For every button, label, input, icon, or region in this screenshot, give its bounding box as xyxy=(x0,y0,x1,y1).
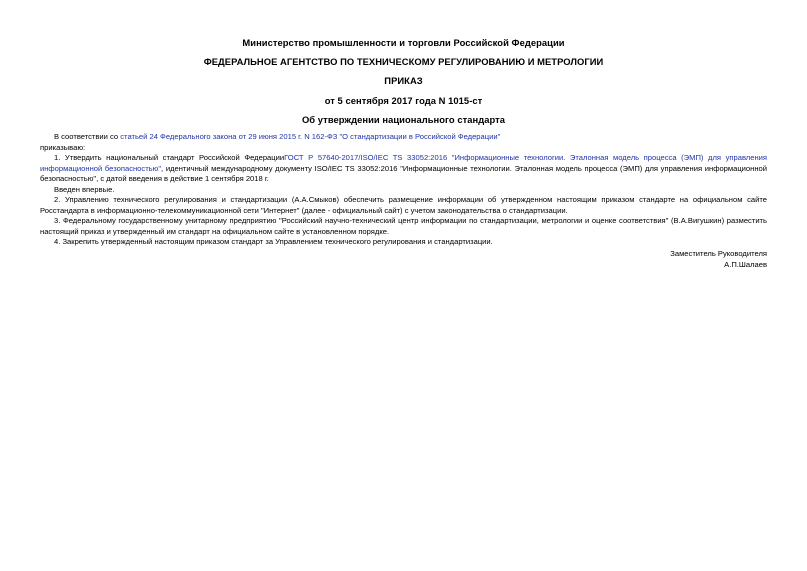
agency-heading: ФЕДЕРАЛЬНОЕ АГЕНТСТВО ПО ТЕХНИЧЕСКОМУ РЕГУЛИРОВАНИЮ И МЕТРОЛОГИИ xyxy=(203,56,604,67)
signatory-name: А.П.Шалаев xyxy=(724,259,767,269)
date-number-heading: от 5 сентября 2017 года N 1015-ст xyxy=(324,95,483,106)
order-phrase: приказываю: xyxy=(40,142,86,152)
gost-standard-link[interactable]: ГОСТ Р 57640-2017/ISO/IEC TS 33052:2016 "Информационные технологии. Эталонная модель процесса (ЭМП) для управления информационной безопасностью" xyxy=(40,153,768,173)
document-type-heading: ПРИКАЗ xyxy=(384,75,423,86)
signature-block xyxy=(670,249,767,270)
paragraph-3: 3. Федеральному государственному унитарному предприятию "Российский научно-технический центр информации по стандартизации, метрологии и оценке соответствия" (В.А.Вигушкин) разместить настоящий приказ и утвержденный им стандарт на официальном сайте в установленном порядке. xyxy=(40,216,767,236)
paragraph-1-prefix: 1. Утвердить национальный стандарт Российской Федерации xyxy=(54,153,285,162)
subject-heading: Об утверждении национального стандарта xyxy=(301,114,506,125)
ministry-heading: Министерство промышленности и торговли Российской Федерации xyxy=(242,37,565,48)
paragraph-4: 4. Закрепить утвержденный настоящим приказом стандарт за Управлением технического регулирования и стандартизации. xyxy=(54,237,493,246)
introduced-first-note: Введен впервые. xyxy=(54,184,115,194)
paragraph-2: 2. Управлению технического регулирования и стандартизации (А.А.Смыков) обеспечить размещение информации об утвержденном настоящим приказом стандарте на официальном сайте Росстандарта в информационно-телекоммуникационной сети "Интернет" (далее - официальный сайт) с учетом законодательства о стандартизации. xyxy=(40,195,767,215)
order-body xyxy=(40,132,767,248)
intro-prefix: В соответствии со xyxy=(54,132,121,141)
paragraph-1-suffix: , идентичный международному документу ISO/IEC TS 33052:2016 "Информационные технологии. Эталонная модель процесса (ЭМП) для управления информационной безопасностью", с датой введения в действие 1 сентября 2018 г. xyxy=(40,163,768,183)
paragraph-1 xyxy=(40,153,767,185)
signatory-position: Заместитель Руководителя xyxy=(670,249,767,258)
federal-law-link[interactable]: статьей 24 Федерального закона от 29 июня 2015 г. N 162-ФЗ "О стандартизации в Российской Федерации" xyxy=(120,132,501,141)
intro-paragraph xyxy=(40,132,767,143)
